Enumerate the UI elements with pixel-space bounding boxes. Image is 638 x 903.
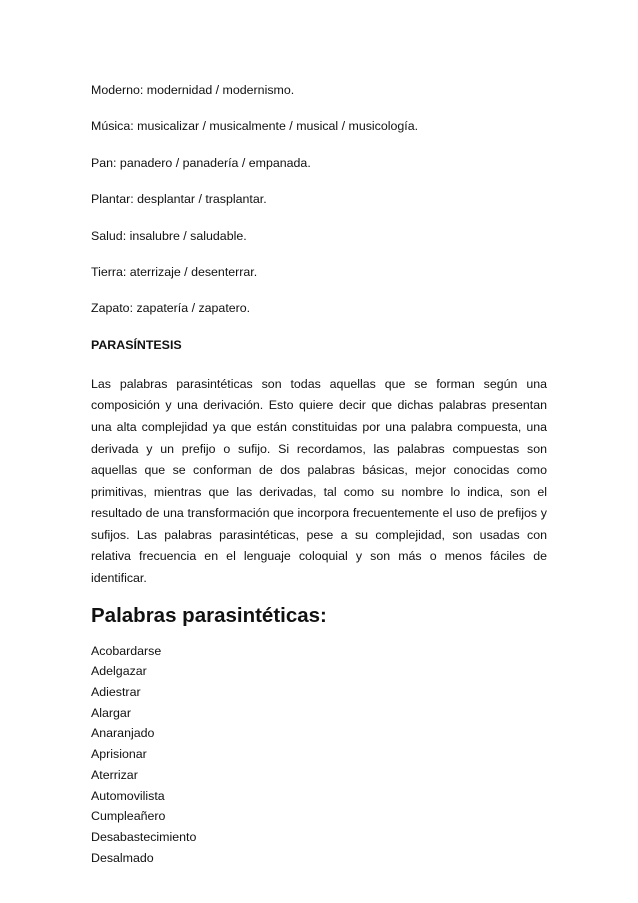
section-heading: PARASÍNTESIS (91, 337, 182, 352)
example-line: Tierra: aterrizaje / desenterrar. (91, 264, 258, 279)
list-item: Alargar (91, 705, 131, 720)
body-paragraph: Las palabras parasintéticas son todas aquellas que se forman según una composición y una derivación. Esto quiere decir que dichas palabras presentan una alta complejidad ya que están constituidas por una palabra compuesta, una derivada y un prefijo o sufijo. Si recordamos, las palabras compuestas son aquellas que se conforman de dos palabras básicas, mejor conocidas como primitivas, mientras que las derivadas, tal como su nombre lo indica, son el resultado de una transformación que incorpora frecuentemente el uso de prefijos y sufijos. Las palabras parasintéticas, pese a su complejidad, son usadas con relativa frecuencia en el lenguaje coloquial y son más o menos fáciles de identificar. (91, 376, 547, 586)
list-item: Aprisionar (91, 747, 147, 762)
list-item: Adiestrar (91, 685, 141, 700)
list-item: Desalmado (91, 850, 154, 865)
example-line: Música: musicalizar / musicalmente / musical / musicología. (91, 119, 419, 134)
example-line: Salud: insalubre / saludable. (91, 228, 247, 243)
example-line: Moderno: modernidad / modernismo. (91, 83, 295, 97)
list-item: Automovilista (91, 788, 165, 803)
document-body (91, 83, 547, 868)
list-item: Aterrizar (91, 767, 138, 782)
list-heading: Palabras parasintéticas: (91, 603, 327, 627)
list-item: Desabastecimiento (91, 830, 197, 844)
example-line: Pan: panadero / panadería / empanada. (91, 155, 311, 170)
list-item: Anaranjado (91, 726, 155, 741)
example-line: Plantar: desplantar / trasplantar. (91, 192, 267, 207)
list-item: Adelgazar (91, 664, 147, 679)
example-line: Zapato: zapatería / zapatero. (91, 301, 251, 316)
list-item: Cumpleañero (91, 809, 166, 824)
examples-list (91, 83, 547, 316)
list-item: Acobardarse (91, 643, 162, 658)
word-list (91, 641, 547, 869)
